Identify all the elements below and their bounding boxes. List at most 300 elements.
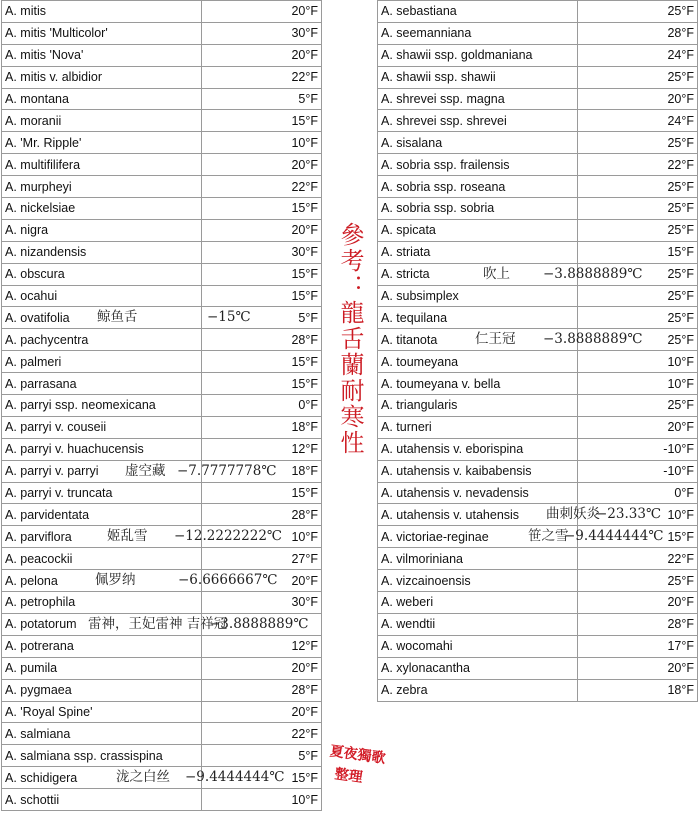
species-name-cell xyxy=(2,745,202,767)
hardiness-temp-fahrenheit: 28°F xyxy=(202,504,322,526)
hardiness-temp-fahrenheit: 18°F xyxy=(202,416,322,438)
species-name-cell xyxy=(378,285,578,307)
species-name: A. shrevei ssp. magna xyxy=(381,92,505,106)
hardiness-temp-fahrenheit: 18°F xyxy=(578,679,698,701)
table-row xyxy=(2,767,322,789)
species-name: A. moranii xyxy=(5,113,62,128)
hardiness-temp-fahrenheit: 20°F xyxy=(578,416,698,438)
hardiness-temp-fahrenheit: -10°F xyxy=(578,460,698,482)
table-row xyxy=(2,241,322,263)
species-name-cell xyxy=(378,395,578,417)
table-row xyxy=(2,395,322,417)
hardiness-temp-fahrenheit: 18°F xyxy=(202,460,322,482)
species-name-cell xyxy=(378,66,578,88)
species-name-cell xyxy=(2,657,202,679)
hardiness-temp-fahrenheit: 25°F xyxy=(578,307,698,329)
species-name-cell xyxy=(378,635,578,657)
table-row xyxy=(2,701,322,723)
table-row xyxy=(2,219,322,241)
hardiness-temp-fahrenheit: 20°F xyxy=(202,657,322,679)
table-row xyxy=(378,679,698,701)
species-name: A. mitis 'Multicolor' xyxy=(5,26,108,41)
species-name: A. potatorum xyxy=(5,617,77,632)
hardiness-temp-fahrenheit: 22°F xyxy=(578,154,698,176)
page-title: 參考：龍舌蘭耐寒性 xyxy=(336,222,364,456)
species-name: A. sobria ssp. roseana xyxy=(381,179,506,194)
species-name: A. obscura xyxy=(5,267,65,282)
table-row xyxy=(2,592,322,614)
table-row xyxy=(378,438,698,460)
celsius-value: −15℃ xyxy=(207,309,251,326)
species-name-cell xyxy=(378,154,578,176)
celsius-value: −9.4444444℃ xyxy=(185,769,285,786)
species-name-cell xyxy=(2,88,202,110)
table-row xyxy=(378,1,698,23)
table-row xyxy=(2,679,322,701)
species-name-cell xyxy=(2,351,202,373)
species-name-cell xyxy=(2,44,202,66)
species-name: A. utahensis v. utahensis xyxy=(381,507,520,522)
table-row xyxy=(378,219,698,241)
hardiness-temp-fahrenheit: 20°F xyxy=(202,1,322,23)
hardiness-temp-fahrenheit: 25°F xyxy=(578,66,698,88)
species-name-cell xyxy=(378,504,662,526)
chinese-common-name: 鲸鱼舌 xyxy=(97,309,138,326)
table-row xyxy=(2,66,322,88)
table-row xyxy=(2,198,322,220)
species-name-cell xyxy=(378,263,643,285)
table-row xyxy=(2,657,322,679)
species-name-cell xyxy=(2,438,202,460)
hardiness-temp-fahrenheit: 28°F xyxy=(202,329,322,351)
species-name-cell xyxy=(2,373,202,395)
species-name-cell xyxy=(378,592,578,614)
table-row xyxy=(2,570,322,592)
hardiness-temp-fahrenheit: 5°F xyxy=(202,745,322,767)
hardiness-temp-fahrenheit: 22°F xyxy=(578,548,698,570)
species-name-cell xyxy=(2,789,202,811)
species-name-cell xyxy=(378,1,578,23)
table-row xyxy=(378,657,698,679)
hardiness-temp-fahrenheit: 30°F xyxy=(202,22,322,44)
table-row xyxy=(378,198,698,220)
species-name-cell xyxy=(378,526,664,548)
table-row xyxy=(2,307,322,329)
table-row xyxy=(378,504,698,526)
hardiness-temp-fahrenheit: 20°F xyxy=(202,154,322,176)
species-name-cell xyxy=(378,657,578,679)
species-name: A. shawii ssp. goldmaniana xyxy=(381,48,533,63)
table-row xyxy=(378,460,698,482)
species-name-cell xyxy=(2,679,202,701)
species-name-cell xyxy=(378,44,578,66)
species-name-cell xyxy=(378,110,578,132)
species-name: A. pachycentra xyxy=(5,332,89,347)
hardiness-temp-fahrenheit: 25°F xyxy=(578,132,698,154)
hardiness-temp-fahrenheit: 25°F xyxy=(578,176,698,198)
species-name-cell xyxy=(2,504,202,526)
species-name-cell xyxy=(2,613,309,635)
hardiness-temp-fahrenheit: 20°F xyxy=(202,219,322,241)
table-row xyxy=(2,548,322,570)
hardiness-temp-fahrenheit: 20°F xyxy=(202,44,322,66)
table-row xyxy=(2,438,322,460)
table-row xyxy=(2,88,322,110)
table-row xyxy=(2,110,322,132)
species-name: A. mitis v. albidior xyxy=(5,70,103,85)
celsius-value: −3.8888889℃ xyxy=(543,265,643,282)
table-row xyxy=(2,44,322,66)
table-row xyxy=(2,373,322,395)
hardiness-temp-fahrenheit: 25°F xyxy=(578,1,698,23)
hardiness-temp-fahrenheit: 17°F xyxy=(578,635,698,657)
credit-author: 夏夜獨歌 xyxy=(328,743,387,767)
species-name-cell xyxy=(378,438,578,460)
hardiness-temp-fahrenheit: 20°F xyxy=(202,570,322,592)
species-name-cell xyxy=(2,307,251,329)
species-name: A. parvidentata xyxy=(5,507,90,522)
species-name-cell xyxy=(2,548,202,570)
table-row xyxy=(378,351,698,373)
hardiness-temp-fahrenheit: 24°F xyxy=(578,110,698,132)
chinese-common-name: 仁王冠 xyxy=(475,331,516,348)
species-name-cell xyxy=(2,1,202,23)
species-name: A. victoriae-reginae xyxy=(381,529,489,544)
species-name-cell xyxy=(378,307,578,329)
table-row xyxy=(2,504,322,526)
species-name-cell xyxy=(2,592,202,614)
species-name-cell xyxy=(2,22,202,44)
table-row xyxy=(378,307,698,329)
species-name: A. triangularis xyxy=(381,398,458,413)
agave-hardiness-table-left xyxy=(1,0,322,811)
celsius-value: −3.8888889℃ xyxy=(543,331,643,348)
table-row xyxy=(378,110,698,132)
table-row xyxy=(378,373,698,395)
table-row xyxy=(2,526,322,548)
chinese-common-name: 曲刺妖炎 xyxy=(546,506,600,523)
species-name: A. multifilifera xyxy=(5,157,81,172)
species-name: A. stricta xyxy=(381,267,430,282)
hardiness-temp-fahrenheit: 10°F xyxy=(202,526,322,548)
table-row xyxy=(378,241,698,263)
chinese-common-name: 佩罗纳 xyxy=(95,572,136,589)
chinese-common-name: 姬乱雪 xyxy=(107,528,148,545)
species-name: A. potrerana xyxy=(5,639,74,654)
species-name: A. wocomahi xyxy=(381,639,453,654)
hardiness-temp-fahrenheit: 25°F xyxy=(578,570,698,592)
credit-stamp xyxy=(325,740,400,793)
hardiness-temp-fahrenheit: 22°F xyxy=(202,176,322,198)
table-row xyxy=(378,635,698,657)
hardiness-temp-fahrenheit: 28°F xyxy=(202,679,322,701)
species-name-cell xyxy=(378,548,578,570)
hardiness-temp-fahrenheit: 15°F xyxy=(202,263,322,285)
species-name: A. titanota xyxy=(381,332,438,347)
hardiness-temp-fahrenheit: 30°F xyxy=(202,592,322,614)
species-name-cell xyxy=(2,395,202,417)
table-row xyxy=(2,789,322,811)
species-name-cell xyxy=(2,526,283,548)
species-name-cell xyxy=(2,416,202,438)
species-name-cell xyxy=(378,176,578,198)
table-row xyxy=(2,263,322,285)
species-name: A. 'Royal Spine' xyxy=(5,704,93,719)
species-name-cell xyxy=(2,329,202,351)
species-name: A. spicata xyxy=(381,223,436,238)
species-name: A. parryi v. couseii xyxy=(5,420,107,435)
species-name: A. subsimplex xyxy=(381,289,459,304)
table-row xyxy=(2,1,322,23)
species-name: A. mitis xyxy=(5,4,46,19)
species-name: A. striata xyxy=(381,245,431,260)
species-name-cell xyxy=(2,263,202,285)
species-name: A. schidigera xyxy=(5,770,78,785)
species-name-cell xyxy=(2,635,202,657)
species-name: A. peacockii xyxy=(5,551,73,566)
species-name: A. parryi v. truncata xyxy=(5,486,113,501)
table-row xyxy=(378,416,698,438)
species-name: A. pygmaea xyxy=(5,683,72,698)
hardiness-temp-fahrenheit: 20°F xyxy=(578,88,698,110)
hardiness-temp-fahrenheit: 25°F xyxy=(578,329,698,351)
hardiness-temp-fahrenheit: 10°F xyxy=(202,789,322,811)
hardiness-temp-fahrenheit: 25°F xyxy=(578,263,698,285)
table-row xyxy=(378,176,698,198)
hardiness-temp-fahrenheit: 10°F xyxy=(578,504,698,526)
species-name-cell xyxy=(378,329,643,351)
species-name: A. shawii ssp. shawii xyxy=(381,70,496,85)
species-name-cell xyxy=(378,241,578,263)
species-name: A. pelona xyxy=(5,573,58,588)
species-name-cell xyxy=(2,482,202,504)
table-row xyxy=(378,66,698,88)
species-name-cell xyxy=(378,132,578,154)
table-row xyxy=(378,548,698,570)
hardiness-temp-fahrenheit: 15°F xyxy=(202,110,322,132)
table-row xyxy=(2,329,322,351)
species-name-cell xyxy=(2,701,202,723)
chinese-common-name: 雷神，王妃雷神 吉祥冠 xyxy=(88,615,228,632)
species-name-cell xyxy=(378,613,578,635)
table-row xyxy=(2,482,322,504)
species-name: A. seemanniana xyxy=(381,26,472,41)
species-name-cell xyxy=(378,373,578,395)
species-name: A. weberi xyxy=(381,595,434,610)
species-name: A. parryi ssp. neomexicana xyxy=(5,398,156,413)
hardiness-temp-fahrenheit: 27°F xyxy=(202,548,322,570)
species-name-cell xyxy=(2,460,277,482)
species-name: A. nickelsiae xyxy=(5,201,76,216)
species-name: A. wendtii xyxy=(381,617,436,632)
species-name-cell xyxy=(2,570,278,592)
chinese-common-name: 泷之白丝 xyxy=(116,769,170,786)
species-name-cell xyxy=(378,679,578,701)
hardiness-temp-fahrenheit: 15°F xyxy=(202,373,322,395)
table-row xyxy=(2,613,322,635)
hardiness-temp-fahrenheit: 15°F xyxy=(202,767,322,789)
hardiness-temp-fahrenheit: 5°F xyxy=(202,88,322,110)
species-name: A. nizandensis xyxy=(5,245,87,260)
table-row xyxy=(378,44,698,66)
hardiness-temp-fahrenheit: 5°F xyxy=(202,307,322,329)
celsius-value: −3.8888889℃ xyxy=(209,615,309,632)
species-name-cell xyxy=(2,66,202,88)
species-name: A. parryi v. parryi xyxy=(5,464,99,479)
table-row xyxy=(2,351,322,373)
table-row xyxy=(378,329,698,351)
species-name: A. toumeyana v. bella xyxy=(381,376,501,391)
species-name: A. salmiana ssp. crassispina xyxy=(5,748,163,763)
species-name: A. turneri xyxy=(381,420,432,435)
hardiness-temp-fahrenheit: 10°F xyxy=(578,373,698,395)
species-name: A. petrophila xyxy=(5,595,76,610)
species-name: A. ovatifolia xyxy=(5,310,70,325)
hardiness-temp-fahrenheit: 25°F xyxy=(578,219,698,241)
hardiness-temp-fahrenheit: 25°F xyxy=(578,198,698,220)
hardiness-temp-fahrenheit: 28°F xyxy=(578,613,698,635)
species-name-cell xyxy=(378,460,578,482)
hardiness-temp-fahrenheit: 20°F xyxy=(202,701,322,723)
chinese-common-name: 笹之雪 xyxy=(528,528,569,545)
species-name: A. sobria ssp. sobria xyxy=(381,201,495,216)
agave-hardiness-table-right xyxy=(377,0,698,702)
species-name-cell xyxy=(2,767,285,789)
species-name: A. vilmoriniana xyxy=(381,551,463,566)
species-name: A. vizcainoensis xyxy=(381,573,471,588)
species-name: A. parrasana xyxy=(5,376,77,391)
species-name-cell xyxy=(378,88,578,110)
celsius-value: −6.6666667℃ xyxy=(178,572,278,589)
hardiness-temp-fahrenheit: 25°F xyxy=(578,285,698,307)
table-row xyxy=(2,416,322,438)
table-row xyxy=(2,460,322,482)
hardiness-temp-fahrenheit: 25°F xyxy=(578,395,698,417)
table-row xyxy=(378,482,698,504)
species-name: A. pumila xyxy=(5,661,58,676)
species-name-cell xyxy=(378,22,578,44)
species-name: A. xylonacantha xyxy=(381,661,470,676)
species-name: A. 'Mr. Ripple' xyxy=(5,135,82,150)
species-name-cell xyxy=(2,176,202,198)
hardiness-temp-fahrenheit: 10°F xyxy=(578,351,698,373)
table-row xyxy=(378,132,698,154)
species-name: A. shrevei ssp. shrevei xyxy=(381,113,507,128)
chinese-common-name: 吹上 xyxy=(483,265,510,282)
species-name: A. utahensis v. eborispina xyxy=(381,442,524,457)
species-name-cell xyxy=(378,351,578,373)
table-row xyxy=(378,613,698,635)
species-name: A. schottii xyxy=(5,792,60,807)
hardiness-temp-fahrenheit: 22°F xyxy=(202,66,322,88)
hardiness-temp-fahrenheit: 30°F xyxy=(202,241,322,263)
table-row xyxy=(2,132,322,154)
table-row xyxy=(2,285,322,307)
species-name-cell xyxy=(2,110,202,132)
hardiness-temp-fahrenheit: 15°F xyxy=(202,482,322,504)
species-name-cell xyxy=(2,285,202,307)
celsius-value: −12.2222222℃ xyxy=(174,528,283,545)
species-name-cell xyxy=(378,570,578,592)
species-name: A. toumeyana xyxy=(381,354,459,369)
hardiness-temp-fahrenheit: 28°F xyxy=(578,22,698,44)
hardiness-temp-fahrenheit: 20°F xyxy=(578,592,698,614)
hardiness-temp-fahrenheit: 22°F xyxy=(202,723,322,745)
hardiness-temp-fahrenheit: 15°F xyxy=(202,198,322,220)
table-row xyxy=(378,263,698,285)
hardiness-temp-fahrenheit: 15°F xyxy=(578,241,698,263)
species-name-cell xyxy=(2,241,202,263)
hardiness-temp-fahrenheit: 10°F xyxy=(202,132,322,154)
species-name: A. sobria ssp. frailensis xyxy=(381,157,510,172)
species-name: A. parviflora xyxy=(5,529,72,544)
table-row xyxy=(378,395,698,417)
table-row xyxy=(378,22,698,44)
hardiness-temp-fahrenheit: 15°F xyxy=(202,351,322,373)
hardiness-temp-fahrenheit: -10°F xyxy=(578,438,698,460)
species-name-cell xyxy=(378,416,578,438)
species-name: A. mitis 'Nova' xyxy=(5,48,84,63)
species-name: A. parryi v. huachucensis xyxy=(5,442,144,457)
species-name-cell xyxy=(2,723,202,745)
species-name: A. salmiana xyxy=(5,726,71,741)
species-name: A. utahensis v. kaibabensis xyxy=(381,464,532,479)
species-name-cell xyxy=(378,198,578,220)
table-row xyxy=(378,154,698,176)
species-name: A. palmeri xyxy=(5,354,62,369)
species-name: A. nigra xyxy=(5,223,49,238)
species-name: A. tequilana xyxy=(381,310,448,325)
species-name: A. montana xyxy=(5,92,69,106)
species-name: A. sebastiana xyxy=(381,4,457,19)
table-row xyxy=(2,154,322,176)
species-name-cell xyxy=(2,219,202,241)
table-row xyxy=(378,570,698,592)
hardiness-temp-fahrenheit: 20°F xyxy=(578,657,698,679)
species-name-cell xyxy=(378,482,578,504)
celsius-value: −7.7777778℃ xyxy=(177,462,277,479)
table-row xyxy=(378,88,698,110)
hardiness-temp-fahrenheit: 12°F xyxy=(202,438,322,460)
species-name: A. sisalana xyxy=(381,135,443,150)
species-name-cell xyxy=(378,219,578,241)
table-row xyxy=(378,526,698,548)
table-row xyxy=(2,723,322,745)
hardiness-temp-fahrenheit: 15°F xyxy=(202,285,322,307)
chinese-common-name: 虚空藏 xyxy=(125,462,166,479)
species-name-cell xyxy=(2,154,202,176)
species-name-cell xyxy=(2,198,202,220)
hardiness-temp-fahrenheit: 15°F xyxy=(578,526,698,548)
hardiness-temp-fahrenheit: 24°F xyxy=(578,44,698,66)
species-name: A. zebra xyxy=(381,683,428,698)
species-name-cell xyxy=(2,132,202,154)
table-row xyxy=(378,285,698,307)
species-name: A. murpheyi xyxy=(5,179,72,194)
hardiness-temp-fahrenheit: 0°F xyxy=(202,395,322,417)
credit-note: 整理 xyxy=(333,766,364,786)
hardiness-temp-fahrenheit: 12°F xyxy=(202,635,322,657)
table-row xyxy=(2,635,322,657)
hardiness-temp-fahrenheit: 0°F xyxy=(578,482,698,504)
table-row xyxy=(2,176,322,198)
species-name: A. utahensis v. nevadensis xyxy=(381,486,529,501)
celsius-value: −9.4444444℃ xyxy=(564,528,664,545)
table-row xyxy=(378,592,698,614)
celsius-value: −23.33℃ xyxy=(596,506,662,523)
table-row xyxy=(2,22,322,44)
table-row xyxy=(2,745,322,767)
